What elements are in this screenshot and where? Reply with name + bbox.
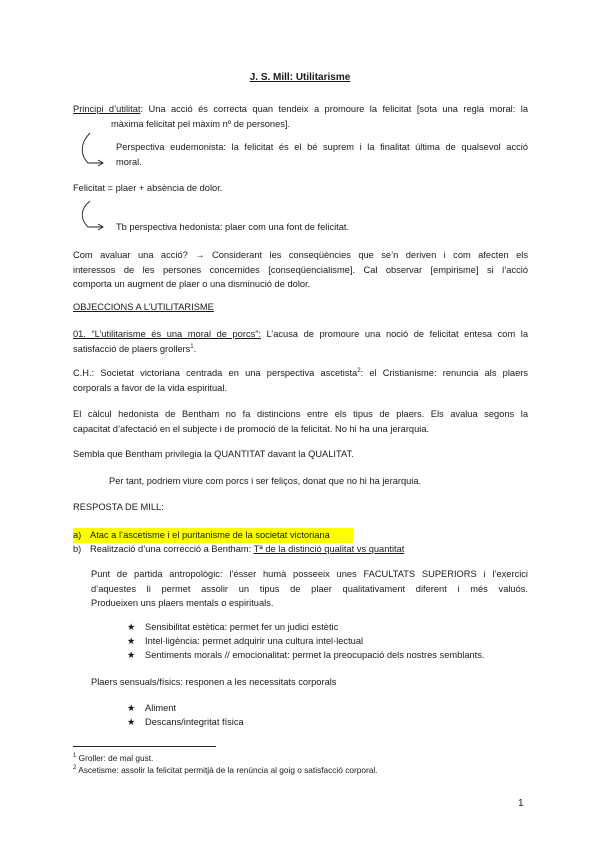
necessitat-text: Aliment — [145, 703, 177, 713]
calcul-line-1: El càlcul hedonista de Bentham no fa distincions entre els tipus de plaers. Els avalua segons la — [73, 409, 528, 419]
star-icon: ★ — [127, 703, 136, 713]
objeccio-1-line-2: satisfacció de plaers grollers — [73, 343, 191, 354]
list-item — [127, 715, 547, 730]
objeccio-1-end: . — [193, 343, 197, 354]
necessitat-text: Descans/integritat física — [145, 717, 244, 727]
punt-line-3: Produeixen uns plaers mentals o espirituals. — [91, 598, 274, 608]
avaluar-line-1: Com avaluar una acció? → Considerant les conseqüències que se’n deriven i com afecten els — [73, 250, 528, 260]
sensuals-text: Plaers sensuals/físics: responen a les necessitats corporals — [91, 677, 337, 687]
star-icon: ★ — [127, 636, 136, 646]
objeccions-heading: OBJECCIONS A L’UTILITARISME — [73, 302, 214, 312]
footnote-separator — [73, 746, 216, 747]
star-icon: ★ — [127, 650, 136, 660]
resposta-b-text: Realització d’una correcció a Bentham: — [90, 544, 254, 554]
porcs-text: Per tant, podriem viure com porcs i ser feliços, donat que no hi ha jerarquia. — [109, 476, 422, 486]
principi-text-2: màxima felicitat pel màxim nº de persones]. — [111, 118, 291, 129]
avaluar-line-2: interessos de les persones concernides [conseqüencialisme]. Cal observar [empirisme] si l’acció — [73, 264, 528, 275]
footnote-2 — [73, 764, 377, 776]
list-item — [127, 648, 547, 663]
principi-text: : Una acció és correcta quan tendeix a promoure la felicitat [sota una regla moral: la — [140, 104, 528, 114]
punt-line-1: Punt de partida antropològic: l’ésser humà posseeix unes FACULTATS SUPERIORS i l’exercici — [91, 569, 528, 579]
resposta-a-text: Atac a l’ascetisme i el puritanisme de la societat victoriana — [90, 530, 330, 540]
ch-paragraph — [73, 366, 528, 395]
list-item — [127, 634, 547, 649]
page-title: J. S. Mill: Utilitarisme — [249, 72, 351, 83]
avaluar-line-3: comporta un augment de plaer o una disminució de dolor. — [73, 279, 311, 289]
punt-paragraph — [91, 567, 528, 611]
footnote-text: Ascetisme: assolir la felicitat permitjà de la renúncia al goig o satisfacció corporal. — [76, 765, 378, 775]
calcul-line-2: capacitat d’afectació en el subjecte i de promoció de la felicitat. No hi ha una jerarquia. — [73, 423, 430, 434]
eudemonista-line-1: Perspectiva eudemonista: la felicitat és el bé suprem i la finalitat última de qualsevol acció — [116, 142, 528, 152]
ch-line-1b: : el Cristianisme: renuncia als plaers — [360, 368, 528, 378]
footnote-1 — [73, 752, 153, 764]
page-number: 1 — [518, 798, 524, 809]
resposta-heading: RESPOSTA DE MILL: — [73, 502, 164, 512]
footnote-number: 1 — [73, 753, 77, 760]
star-icon: ★ — [127, 622, 136, 632]
list-item — [127, 620, 547, 635]
facultat-text: Intel·ligència: permet adquirir una cultura intel·lectual — [145, 636, 364, 646]
curved-arrow-icon — [78, 199, 108, 233]
objeccio-1-paragraph — [73, 327, 528, 356]
footnote-ref-1[interactable]: 1 — [190, 343, 194, 350]
facultat-text: Sensibilitat estètica: permet fer un judici estètic — [145, 622, 339, 632]
quantitat-text: Sembla que Bentham privilegia la QUANTITAT davant la QUALITAT. — [73, 449, 354, 459]
resposta-b-underlined: Tª de la distinció qualitat vs quantitat — [253, 544, 405, 554]
principi-paragraph — [73, 102, 528, 131]
footnote-number: 2 — [73, 765, 77, 772]
objeccio-1-label: 01. “L’utilitarisme és una moral de porcs”: — [73, 329, 261, 339]
objeccio-1-text: L’acusa de promoure una noció de felicitat entesa com la — [260, 329, 529, 339]
resposta-b-item — [73, 542, 404, 557]
calcul-paragraph — [73, 407, 528, 436]
eudemonista-line-2: moral. — [116, 156, 142, 167]
footnote-ref-2[interactable]: 2 — [357, 367, 361, 374]
felicitat-definition: Felicitat = plaer + absència de dolor. — [73, 183, 223, 193]
facultat-text: Sentiments morals // emocionalitat: permet la preocupació dels nostres semblants. — [145, 650, 485, 660]
hedonista-text: Tb perspectiva hedonista: plaer com una font de felicitat. — [116, 222, 350, 232]
resposta-b-marker: b) — [73, 544, 82, 554]
ch-line-2: corporals a favor de la vida espiritual. — [73, 382, 227, 393]
eudemonista-paragraph — [116, 140, 528, 169]
resposta-a-marker: a) — [73, 530, 82, 540]
star-icon: ★ — [127, 717, 136, 727]
curved-arrow-icon — [78, 131, 108, 169]
footnote-text: Groller: de mal gust. — [76, 753, 154, 763]
punt-line-2: d’aquestes li permet assolir un tipus de plaer qualitativament diferent i més valuós. — [91, 583, 528, 594]
resposta-a-item — [73, 528, 353, 543]
ch-line-1a: C.H.: Societat victoriana centrada en una perspectiva ascetista — [73, 368, 358, 378]
avaluar-paragraph — [73, 248, 528, 292]
principi-label: Principi d’utilitat — [73, 104, 141, 114]
list-item — [127, 701, 547, 716]
